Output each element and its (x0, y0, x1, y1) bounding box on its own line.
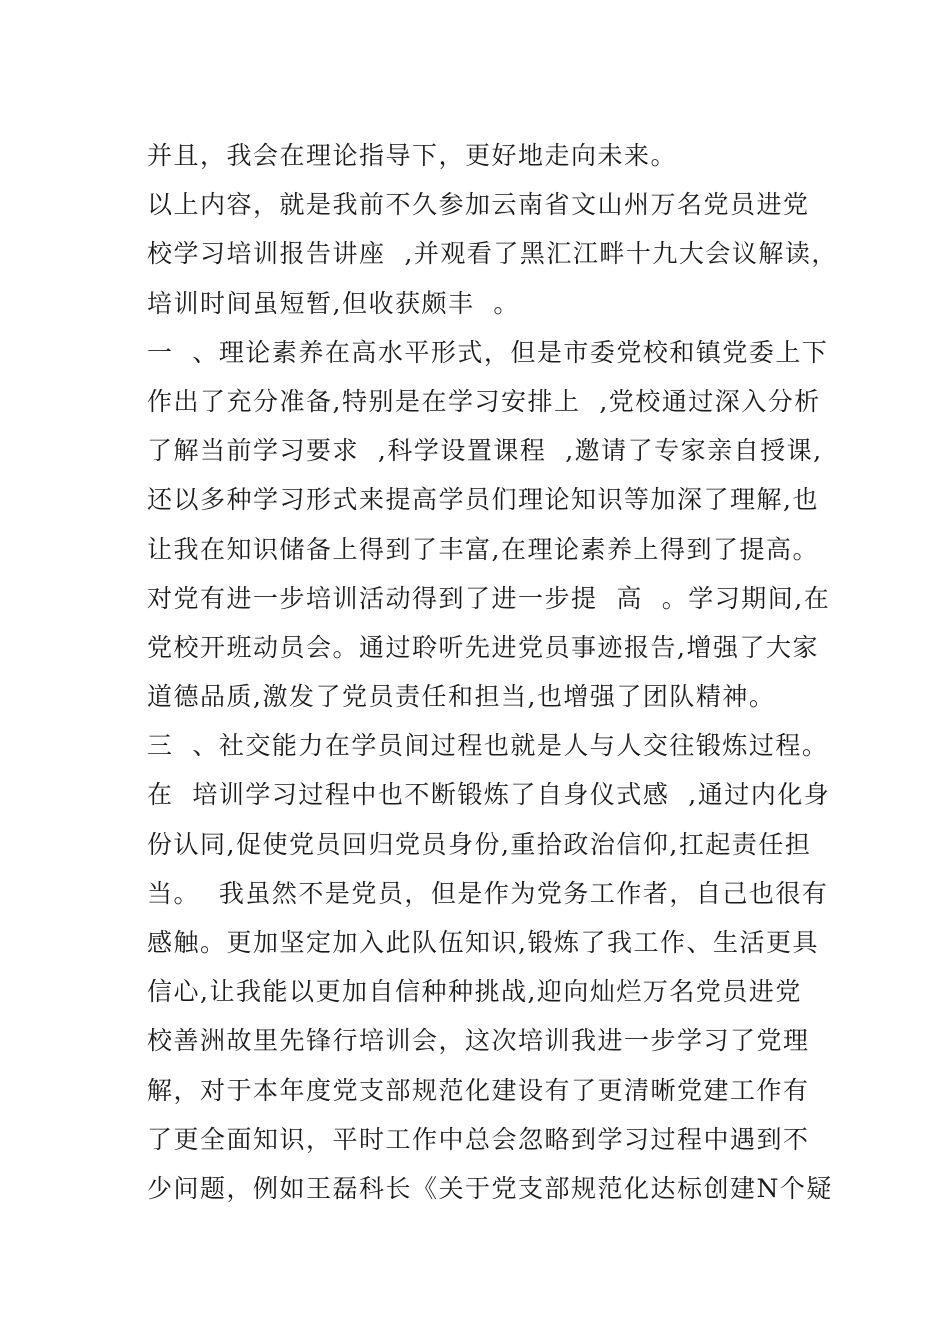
text-line: 信心,让我能以更加自信种种挑战,迎向灿烂万名党员进党 (147, 977, 802, 1007)
text-line: 培训时间虽短暂,但收获颇丰 。 (147, 288, 520, 318)
text-line: 党校开班动员会。通过聆听先进党员事迹报告,增强了大家 (147, 632, 819, 662)
text-line: 以上内容，就是我前不久参加云南省文山州万名党员进党 (147, 190, 810, 220)
text-line: 三 、社交能力在学员间过程也就是人与人交往锻炼过程。 (147, 731, 829, 761)
text-line: 作出了充分准备,特别是在学习安排上 ,党校通过深入分析 (147, 386, 821, 416)
text-line: 当。 我虽然不是党员，但是作为党务工作者，自己也很有 (147, 878, 829, 908)
text-line: 少问题，例如王磊科长《关于党支部规范化达标创建N个疑 (147, 1173, 833, 1203)
text-line: 了解当前学习要求 ,科学设置课程 ,邀请了专家亲自授课, (147, 436, 823, 466)
text-line: 感触。更加坚定加入此队伍知识,锻炼了我工作、生活更具 (147, 928, 819, 957)
text-line: 道德品质,激发了党员责任和担当,也增强了团队精神。 (147, 682, 776, 712)
text-line: 解，对于本年度党支部规范化建设有了更清晰党建工作有 (147, 1075, 810, 1105)
text-line: 校学习培训报告讲座 ,并观看了黑汇江畔十九大会议解读， (147, 239, 838, 269)
text-line: 让我在知识储备上得到了丰富,在理论素养上得到了提高。 (147, 534, 819, 564)
text-line: 对党有进一步培训活动得到了进一步提 高 。学习期间,在 (147, 583, 831, 613)
body-text (147, 131, 838, 1213)
text-line: 并且，我会在理论指导下，更好地走向未来。 (147, 141, 678, 170)
text-line: 了更全面知识，平时工作中总会忽略到学习过程中遇到不 (147, 1124, 810, 1154)
text-line: 一 、理论素养在高水平形式，但是市委党校和镇党委上下 (147, 337, 829, 367)
text-line: 还以多种学习形式来提高学员们理论知识等加深了理解,也 (147, 485, 819, 515)
text-line: 份认同,促使党员回归党员身份,重拾政治信仰,扛起责任担 (147, 829, 812, 859)
text-line: 校善洲故里先锋行培训会，这次培训我进一步学习了党理 (147, 1026, 810, 1056)
text-line: 在 培训学习过程中也不断锻炼了自身仪式感 ,通过内化身 (147, 780, 831, 810)
